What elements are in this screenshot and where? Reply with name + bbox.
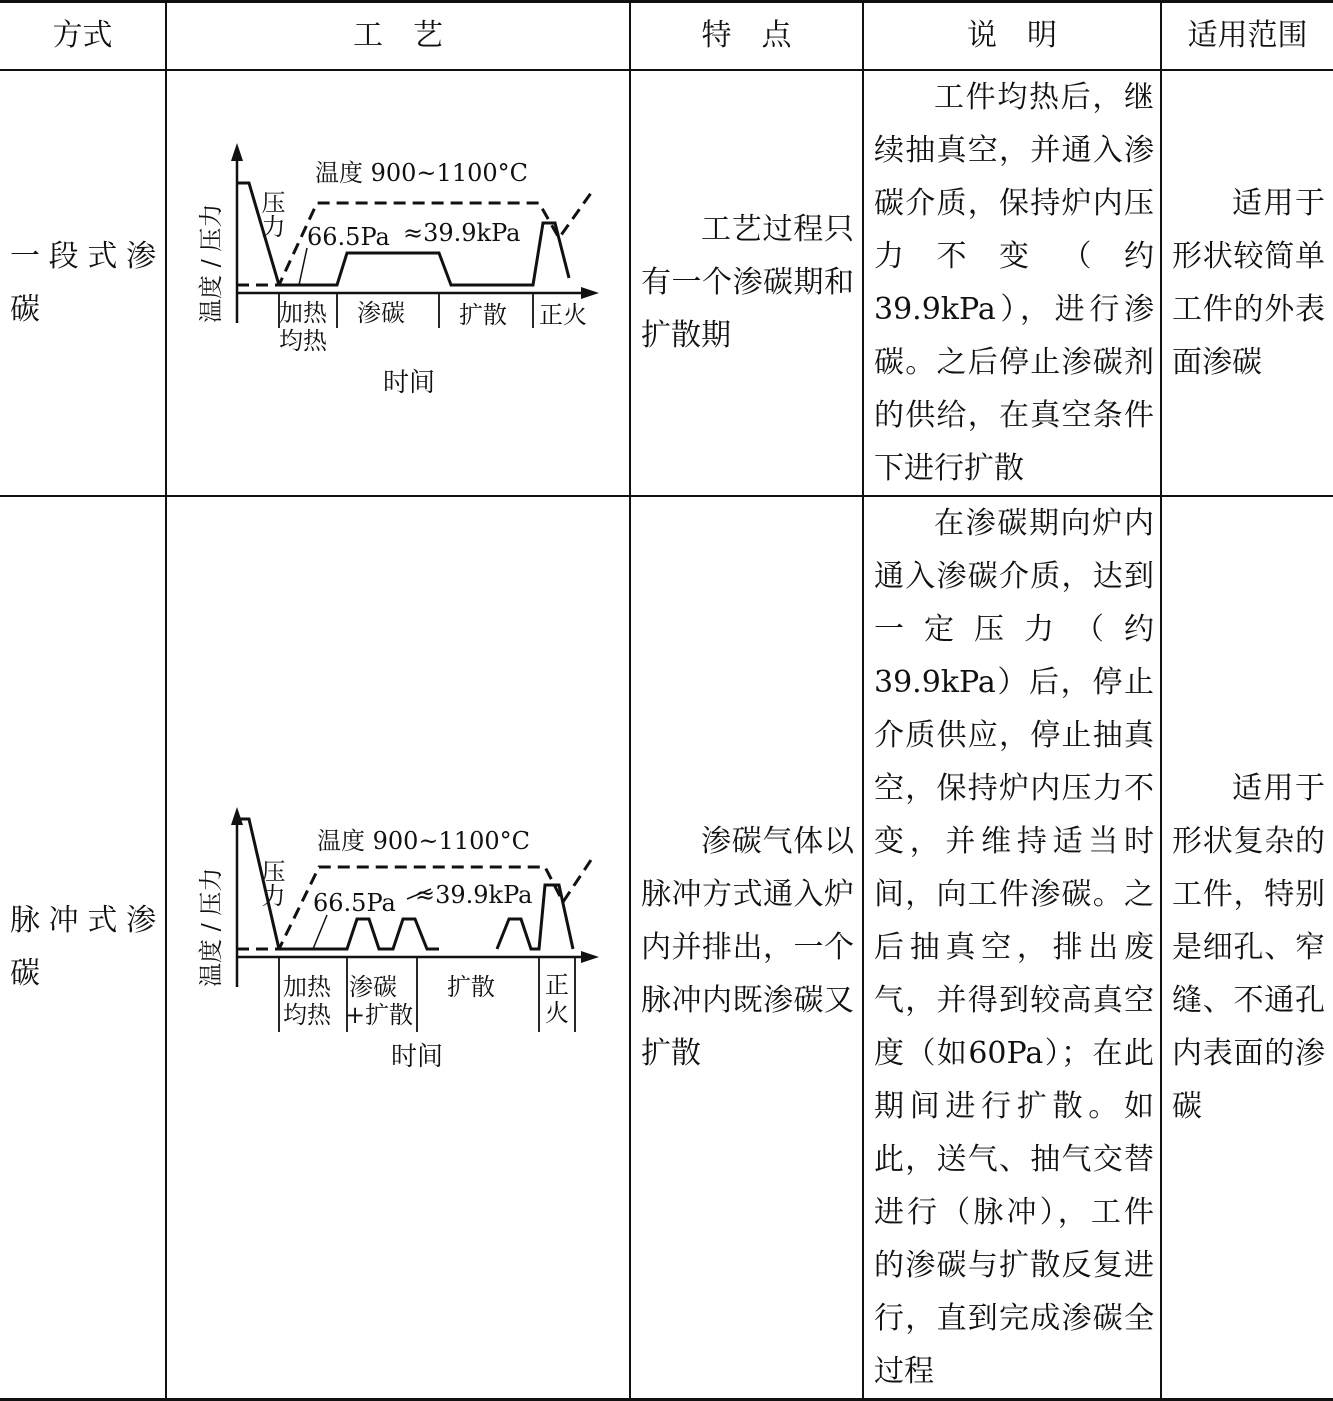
stage-normalizing-label: 正火 (539, 300, 587, 329)
y-axis-label: 温度 / 压力 (197, 203, 225, 323)
pressure-label: 压力 (257, 189, 285, 238)
y-axis-label: 温度 / 压力 (197, 867, 225, 987)
leader-line (313, 915, 327, 949)
process-diagram-single-stage (167, 133, 627, 433)
stage-heating-label: 加热 (283, 973, 331, 1001)
feature-text: 渗碳气体以脉冲方式通入炉内并排出，一个脉冲内既渗碳又扩散 (641, 823, 854, 1071)
stage-soaking-label: 均热 (279, 326, 327, 355)
header-feature: 特 点 (630, 2, 863, 70)
process-diagram-cell (166, 70, 630, 496)
high-pressure-label: ≈39.9kPa (415, 881, 533, 909)
stage-normalizing-label: 正 (545, 971, 569, 999)
stage-diffusion-label: 扩散 (447, 973, 495, 1001)
description-text: 在渗碳期向炉内通入渗碳介质，达到一定压力（约39.9kPa）后，停止介质供应，停止抽真空，保持炉内压力不变，并维持适当时间，向工件渗碳。之后抽真空，排出废气，并得到较高真空度（如60Pa）；在此期间进行扩散。如此，送气、抽气交替进行（脉冲），工件的渗碳与扩散反复进行，直到完成渗碳全过程 (874, 505, 1154, 1389)
temperature-label: 温度 900~1100°C (315, 158, 528, 187)
low-pressure-label: 66.5Pa (307, 222, 390, 251)
description-text: 工件均热后，继续抽真空，并通入渗碳介质，保持炉内压力不变（约39.9kPa），进行渗碳。之后停止渗碳剂的供给，在真空条件下进行扩散 (874, 79, 1154, 486)
stage-heating-label: 加热 (279, 298, 327, 327)
stage-carb-diffusion-label: +扩散 (345, 1001, 414, 1029)
stage-normalizing-label-2: 火 (545, 999, 569, 1027)
stage-soaking-label: 均热 (283, 1001, 331, 1029)
scope-cell (1161, 496, 1333, 1400)
process-diagram-pulse (167, 797, 627, 1097)
method-cell (0, 70, 166, 496)
description-cell (863, 70, 1161, 496)
scope-cell (1161, 70, 1333, 496)
header-method: 方式 (0, 2, 166, 70)
stage-carburizing-label: 渗碳 (349, 973, 397, 1001)
header-process: 工 艺 (166, 2, 630, 70)
header-description: 说 明 (863, 2, 1161, 70)
pressure-label: 压力 (257, 859, 285, 907)
x-axis-arrow (581, 287, 599, 299)
feature-text: 工艺过程只有一个渗碳期和扩散期 (641, 212, 854, 353)
process-diagram-cell (166, 496, 630, 1400)
method-name: 一段式渗碳 (10, 238, 156, 327)
description-cell (863, 496, 1161, 1400)
feature-cell (630, 496, 863, 1400)
table-row (0, 496, 1333, 1400)
x-axis-arrow (581, 951, 599, 963)
stage-diffusion-label: 扩散 (459, 300, 507, 329)
feature-cell (630, 70, 863, 496)
y-axis-arrow (231, 807, 243, 825)
x-axis-label: 时间 (383, 367, 436, 398)
method-cell (0, 496, 166, 1400)
high-pressure-label: ≈39.9kPa (403, 218, 521, 247)
table-row (0, 70, 1333, 496)
table-header-row (0, 2, 1333, 70)
temperature-label: 温度 900~1100°C (317, 827, 530, 855)
low-pressure-label: 66.5Pa (313, 889, 396, 917)
stage-carburizing-label: 渗碳 (357, 298, 405, 327)
x-axis-label: 时间 (391, 1042, 444, 1072)
scope-text: 适用于形状较简单工件的外表面渗碳 (1172, 185, 1325, 380)
leader-line (299, 248, 307, 285)
method-name: 脉冲式渗碳 (10, 903, 156, 991)
y-axis-arrow (231, 143, 243, 161)
scope-text: 适用于形状复杂的工件，特别是细孔、窄缝、不通孔内表面的渗碳 (1172, 770, 1325, 1124)
header-scope: 适用范围 (1161, 2, 1333, 70)
